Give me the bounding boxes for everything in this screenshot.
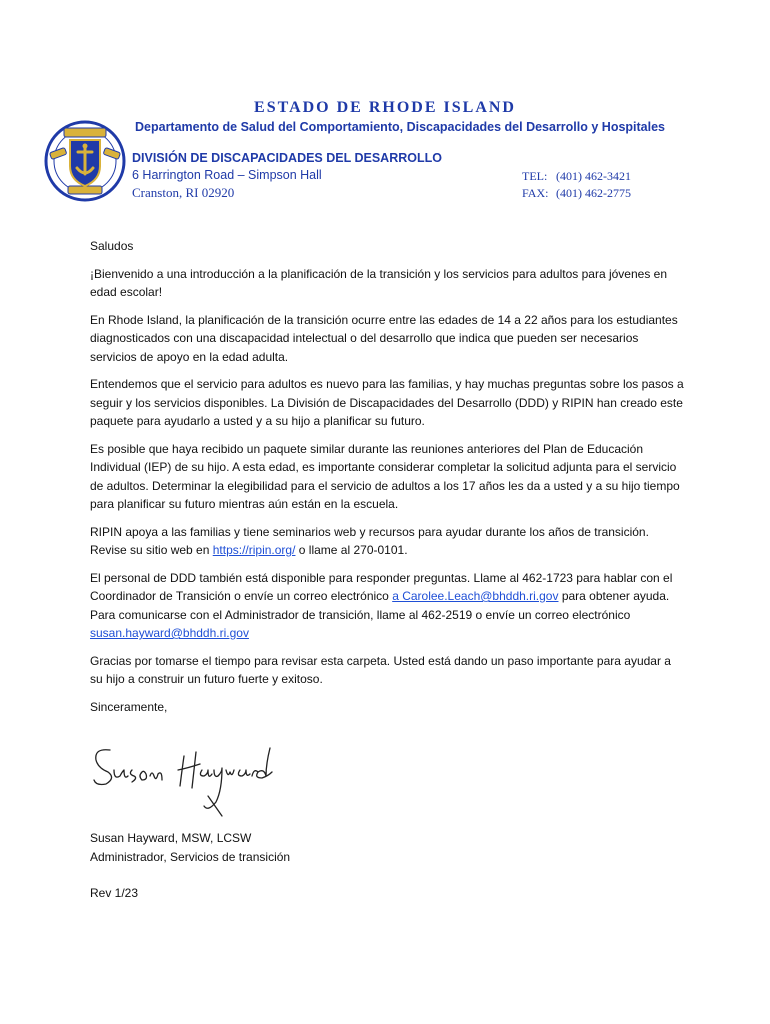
paragraph-welcome: ¡Bienvenido a una introducción a la planificación de la transición y los servicios para adultos para jóvenes en edad escolar!	[90, 266, 668, 299]
fax	[522, 186, 631, 201]
signer-block	[90, 829, 290, 867]
department-name: Departamento de Salud del Comportamiento, Discapacidades del Desarrollo y Hospitales	[135, 120, 666, 134]
paragraph-transition-ages: En Rhode Island, la planificación de la transición ocurre entre las edades de 14 a 22 años para los estudiantes diagnosticados con una discapacidad intelectual o del desarrollo que indica que pueden ser necesarios servicios de apoyo en la edad adulta.	[90, 312, 678, 364]
address-line-2: Cranston, RI 02920	[132, 185, 235, 200]
paragraph-iep: Es posible que haya recibido un paquete similar durante las reuniones anteriores del Plan de Educación Individual (IEP) de su hijo. A esta edad, es importante considerar completar la solicitud adjunta para el servicio de adultos. Determinar la elegibilidad para el servicio de adultos a los 17 años les da a usted y a su hijo tiempo para planificar su futuro mientras aún están en la escuela.	[90, 441, 680, 511]
greeting: Saludos	[90, 239, 134, 253]
ddd-text-middle: para obtener ayuda. Para comunicarse con el Administrador de transición, llame al 462-2519 o envíe un correo electrónico	[90, 589, 670, 622]
tel-label: TEL:	[522, 169, 548, 183]
ripin-text-before: RIPIN apoya a las familias y tiene seminarios web y recursos para ayudar durante los años de transición. Revise su sitio web en	[90, 524, 649, 557]
address-line-1: 6 Harrington Road – Simpson Hall	[132, 168, 322, 182]
paragraph-ripin	[90, 523, 685, 560]
signer-title: Administrador, Servicios de transición	[90, 850, 291, 864]
division-name: DIVISIÓN DE DISCAPACIDADES DEL DESARROLLO	[132, 151, 442, 165]
ripin-website-link[interactable]: https://ripin.org/	[212, 543, 296, 557]
letter-body	[90, 237, 685, 725]
administrator-email-link[interactable]: susan.hayward@bhddh.ri.gov	[90, 626, 249, 640]
state-title: ESTADO DE RHODE ISLAND	[254, 99, 516, 116]
handwritten-signature	[88, 740, 283, 820]
telephone	[522, 169, 631, 184]
coordinator-email-link[interactable]: a Carolee.Leach@bhddh.ri.gov	[392, 589, 559, 603]
signer-name: Susan Hayward, MSW, LCSW	[90, 831, 252, 845]
paragraph-thanks: Gracias por tomarse el tiempo para revisar esta carpeta. Usted está dando un paso importante para ayudar a su hijo a construir un futuro fuerte y exitoso.	[90, 653, 671, 686]
tel-value: (401) 462-3421	[556, 169, 631, 183]
fax-label: FAX:	[522, 186, 549, 200]
paragraph-adult-services: Entendemos que el servicio para adultos es nuevo para las familias, y hay muchas preguntas sobre los pasos a seguir y los servicios disponibles. La División de Discapacidades del Desarrollo (DDD) y RIPIN han creado este paquete para ayudarlo a usted y a su hijo a planificar su futuro.	[90, 377, 684, 428]
paragraph-ddd-contact	[90, 569, 685, 643]
revision-label: Rev 1/23	[90, 886, 139, 900]
closing: Sinceramente,	[90, 699, 168, 714]
rhode-island-state-seal-icon	[44, 120, 126, 202]
ripin-text-after: o llame al 270-0101.	[295, 543, 408, 557]
fax-value: (401) 462-2775	[556, 186, 631, 200]
ddd-text-before: El personal de DDD también está disponible para responder preguntas. Llame al 462-1723 para hablar con el Coordinador de Transición o envíe un correo electrónico	[90, 570, 673, 603]
